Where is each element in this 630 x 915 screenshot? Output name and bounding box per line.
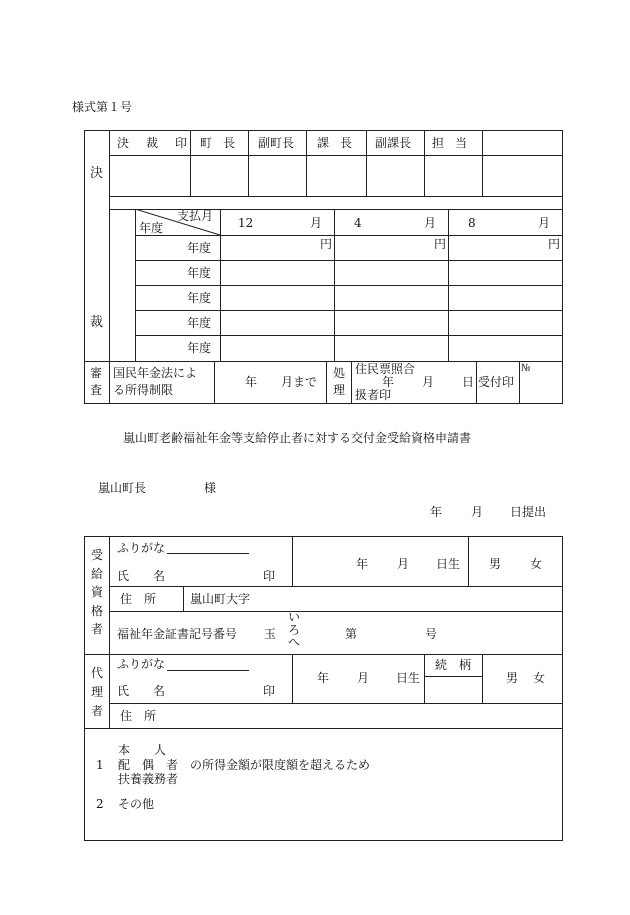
applicant-seal: 印 [263, 569, 276, 583]
review-text-1: 国民年金法によ [113, 366, 198, 380]
year-row-3: 年度 [187, 291, 212, 305]
year-row-5: 年度 [187, 341, 212, 355]
year-row-1: 年度 [187, 241, 212, 255]
agent-birth-day: 日生 [396, 671, 421, 685]
yen-unit-1: 円 [320, 237, 333, 251]
review-label-1: 審 [90, 366, 103, 380]
month-1-num: 12 [238, 216, 254, 230]
header-deputy-chief: 副課長 [375, 136, 412, 150]
applicant-birth-year: 年 [356, 557, 369, 571]
agent-furigana: ふりがな [117, 657, 166, 671]
applicant-birth-month: 月 [397, 557, 410, 571]
addressee-honorific: 様 [204, 481, 217, 495]
reason-option-spouse: 配 偶 者 [118, 758, 179, 772]
submit-year: 年 [430, 505, 443, 519]
month-3-unit: 月 [538, 216, 551, 230]
reason-option-dependent: 扶養義務者 [118, 772, 179, 786]
cert-dai: 第 [345, 627, 358, 641]
reason-2-text: その他 [118, 797, 155, 811]
resident-check: 住民票照合 [355, 362, 416, 376]
year-row-4: 年度 [187, 316, 212, 330]
reason-option-self: 本 人 [118, 743, 167, 757]
yen-unit-3: 円 [548, 237, 561, 251]
yen-unit-2: 円 [434, 237, 447, 251]
process-label-2: 理 [333, 383, 346, 397]
submit-month: 月 [471, 505, 484, 519]
agent-sex-female: 女 [533, 671, 546, 685]
process-label-1: 処 [333, 366, 346, 380]
applicant-furigana: ふりがな [117, 541, 166, 555]
check-year: 年 [382, 375, 395, 389]
agent-relation: 続 柄 [435, 658, 472, 672]
header-section-chief: 課 長 [317, 136, 353, 150]
review-text-2: る所得制限 [113, 383, 174, 397]
agent-name-label: 氏 名 [117, 684, 166, 698]
applicant-address-value: 嵐山町大字 [190, 592, 251, 606]
header-deputy-mayor: 副町長 [258, 136, 295, 150]
reason-1-number: 1 [96, 758, 104, 772]
applicant-birth-day: 日生 [436, 557, 461, 571]
addressee-name: 嵐山町長 [98, 481, 147, 495]
cert-go: 号 [425, 627, 438, 641]
handler-seal: 扱者印 [355, 388, 392, 402]
header-staff: 担 当 [432, 136, 468, 150]
pay-month-label: 支払月 [177, 209, 214, 223]
iroha-column: い ろ へ [287, 610, 300, 650]
header-mayor: 町 長 [200, 136, 236, 150]
page-title: 嵐山町老齢福祉年金等支給停止者に対する交付金受給資格申請書 [123, 431, 472, 445]
approval-side-top: 決 [90, 166, 104, 181]
agent-sex-male: 男 [506, 671, 519, 685]
approval-side-bottom: 裁 [90, 315, 104, 330]
agent-seal: 印 [263, 684, 276, 698]
receipt-seal: 受付印 [478, 375, 515, 389]
fiscal-year-label: 年度 [139, 221, 164, 235]
applicant-address-label: 住 所 [120, 592, 157, 606]
year-row-2: 年度 [187, 266, 212, 280]
applicant-side-label: 受 給 資 格 者 [90, 548, 103, 637]
cert-symbol: 玉 [264, 627, 277, 641]
month-1-unit: 月 [310, 216, 323, 230]
check-day: 日 [462, 375, 475, 389]
applicant-name-label: 氏 名 [117, 569, 166, 583]
applicant-sex-male: 男 [489, 557, 502, 571]
cert-label: 福祉年金証書記号番号 [117, 627, 238, 641]
form-number: 様式第１号 [72, 100, 133, 114]
check-month: 月 [422, 375, 435, 389]
month-3-num: 8 [468, 216, 476, 230]
header-seal: 決 裁 印 [117, 136, 194, 150]
submit-day: 日提出 [510, 505, 547, 519]
agent-side-label: 代 理 者 [90, 666, 103, 719]
agent-address-label: 住 所 [120, 709, 157, 723]
agent-birth-month: 月 [357, 671, 370, 685]
review-label-2: 査 [90, 383, 103, 397]
agent-birth-year: 年 [317, 671, 330, 685]
applicant-sex-female: 女 [530, 557, 543, 571]
month-2-unit: 月 [424, 216, 437, 230]
until-text: 年 月まで [245, 375, 318, 389]
reason-1-suffix: の所得金額が限度額を超えるため [190, 758, 371, 772]
reason-2-number: 2 [96, 797, 104, 811]
number-mark: № [521, 363, 531, 374]
month-2-num: 4 [354, 216, 362, 230]
